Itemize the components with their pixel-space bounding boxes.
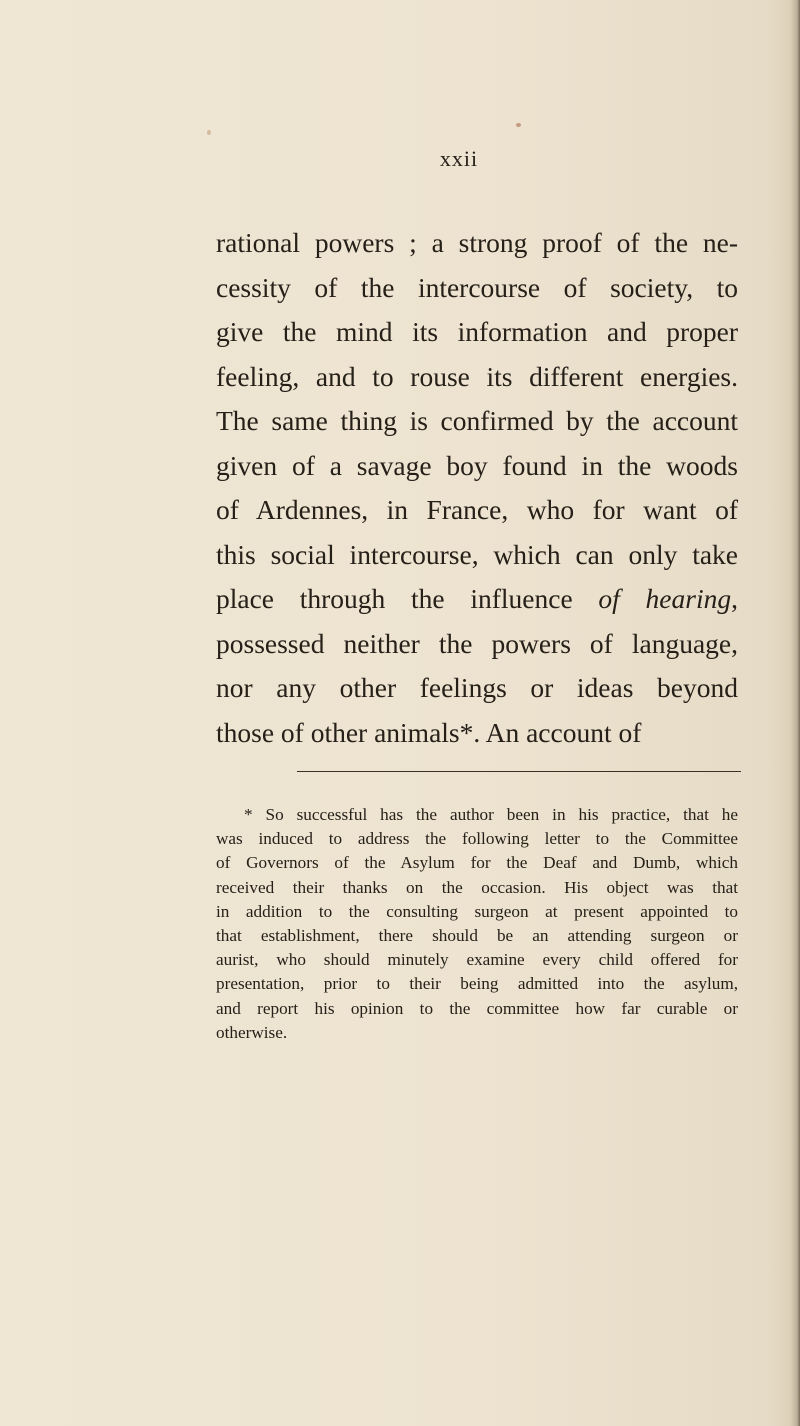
body-line: The same thing is confirmed by the account: [216, 405, 738, 436]
body-line: this social intercourse, which can only take: [216, 538, 738, 570]
footnote-line: of Governors of the Asylum for the Deaf and Dumb, which: [216, 853, 738, 873]
body-line: nor any other feelings or ideas beyond: [216, 672, 738, 703]
footnote-line: otherwise.: [216, 1022, 288, 1042]
footnote-rule: [297, 771, 741, 772]
body-line: those of other animals*. An account of: [216, 716, 642, 748]
body-line: given of a savage boy found in the woods: [216, 449, 738, 481]
footnote-line: and report his opinion to the committee how far curable or: [216, 998, 738, 1018]
paper-speck: [207, 130, 211, 135]
body-line: feeling, and to rouse its different energies.: [216, 360, 738, 392]
body-text: [216, 221, 738, 755]
footnote-line: that establishment, there should be an attending surgeon or: [216, 925, 738, 945]
page-number: xxii: [439, 146, 479, 171]
body-line: cessity of the intercourse of society, to: [216, 271, 738, 303]
footnote-line: * So successful has the author been in his practice, that he: [244, 805, 738, 824]
footnote-line: was induced to address the following letter to the Committee: [216, 829, 738, 849]
body-line: [216, 577, 738, 622]
body-line-punctuation: ,: [731, 583, 738, 614]
body-line: possessed neither the powers of language,: [216, 627, 738, 659]
body-line: give the mind its information and proper: [216, 316, 738, 347]
paper-speck: [516, 123, 521, 127]
footnote-line: in addition to the consulting surgeon at present appointed to: [216, 901, 738, 921]
footnote-line: aurist, who should minutely examine every child offered for: [216, 950, 738, 970]
footnote-line: presentation, prior to their being admitted into the asylum,: [216, 974, 738, 994]
page-edge-shadow: [790, 0, 800, 1426]
footnote-line: received their thanks on the occasion. His object was that: [216, 877, 738, 897]
footnote: [216, 803, 738, 1045]
body-line-text: place through the influence: [216, 583, 599, 614]
body-line: rational powers ; a strong proof of the ne-: [216, 227, 738, 258]
italic-phrase: of hearing: [598, 583, 732, 614]
body-line: of Ardennes, in France, who for want of: [216, 494, 738, 525]
